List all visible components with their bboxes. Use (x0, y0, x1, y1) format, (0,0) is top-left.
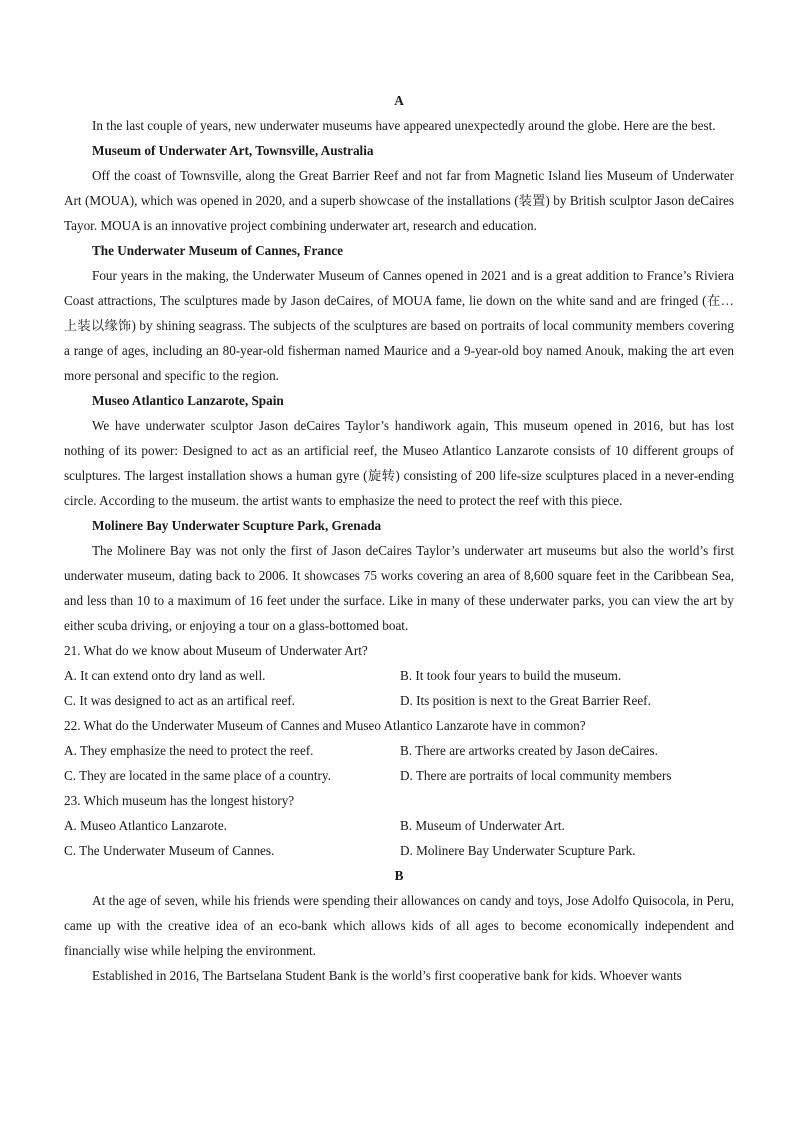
question-23 (64, 788, 734, 863)
museum-paragraph-2: Four years in the making, the Underwater Museum of Cannes opened in 2021 and is a great addition to France’s Riviera Coast attractions, The sculptures made by Jason deCaires, of MOUA fame, lie down on the white sand and are fringed (在…上装以缘饰) by shining seagrass. The subjects of the sculptures are based on portraits of local community members covering a range of ages, including an 80-year-old fisherman named Maurice and a 9-year-old boy named Anouk, making the art even more personal and specific to the region. (64, 268, 734, 383)
option-d: D. Molinere Bay Underwater Scupture Park. (400, 843, 636, 858)
option-d: D. Its position is next to the Great Barrier Reef. (400, 693, 651, 708)
option-a: A. Museo Atlantico Lanzarote. (64, 818, 227, 833)
museum-paragraph-3: We have underwater sculptor Jason deCaires Taylor’s handiwork again, This museum opened in 2016, but has lost nothing of its power: Designed to act as an artificial reef, the Museo Atlantico Lanzarote consists of 10 different groups of sculptures. The largest installation shows a human gyre (旋转) consisting of 200 life-size sculptures placed in a never-ending circle. According to the museum. the artist wants to emphasize the need to protect the reef with this piece. (64, 418, 734, 508)
option-b: B. There are artworks created by Jason deCaires. (400, 743, 658, 758)
answer-options (64, 663, 734, 713)
question-22 (64, 713, 734, 788)
museum-paragraph-4: The Molinere Bay was not only the first of Jason deCaires Taylor’s underwater art museums but also the world’s first underwater museum, dating back to 2006. It showcases 75 works covering an area of 8,600 square feet in the Caribbean Sea, and less than 10 to a maximum of 16 feet under the surface. Like in many of these underwater parks, you can view the art by either scuba driving, or enjoying a tour on a glass-bottomed boat. (64, 543, 734, 633)
option-b: B. Museum of Underwater Art. (400, 818, 565, 833)
answer-options (64, 813, 734, 863)
section-a-intro: In the last couple of years, new underwater museums have appeared unexpectedly around the globe. Here are the best. (92, 118, 716, 133)
section-b-label: B (394, 868, 404, 883)
question-stem: 23. Which museum has the longest history? (64, 793, 295, 808)
option-b: B. It took four years to build the museum. (400, 668, 622, 683)
museum-heading-1: Museum of Underwater Art, Townsville, Australia (92, 143, 374, 158)
option-c: C. The Underwater Museum of Cannes. (64, 843, 275, 858)
section-b-paragraph-1: At the age of seven, while his friends were spending their allowances on candy and toys, Jose Adolfo Quisocola, in Peru, came up with the creative idea of an eco-bank which allows kids of all ages to become economically independent and financially wise while helping the environment. (64, 893, 734, 958)
option-c: C. It was designed to act as an artifical reef. (64, 693, 296, 708)
museum-paragraph-1: Off the coast of Townsville, along the Great Barrier Reef and not far from Magnetic Island lies Museum of Underwater Art (MOUA), which was opened in 2020, and a superb showcase of the installations (装置) by British sculptor Jason deCaires Tayor. MOUA is an innovative project combining underwater art, research and education. (64, 168, 734, 233)
museum-heading-4: Molinere Bay Underwater Scupture Park, Grenada (92, 518, 382, 533)
question-stem: 21. What do we know about Museum of Underwater Art? (64, 643, 368, 658)
option-a: A. It can extend onto dry land as well. (64, 668, 266, 683)
section-b-paragraph-2: Established in 2016, The Bartselana Student Bank is the world’s first cooperative bank for kids. Whoever wants (92, 968, 682, 983)
answer-options (64, 738, 734, 788)
document-page (64, 88, 734, 988)
option-a: A. They emphasize the need to protect the reef. (64, 743, 314, 758)
section-a-label: A (394, 93, 404, 108)
option-d: D. There are portraits of local community members (400, 768, 672, 783)
museum-heading-2: The Underwater Museum of Cannes, France (92, 243, 344, 258)
museum-heading-3: Museo Atlantico Lanzarote, Spain (92, 393, 284, 408)
option-c: C. They are located in the same place of a country. (64, 768, 331, 783)
question-21 (64, 638, 734, 713)
question-stem: 22. What do the Underwater Museum of Cannes and Museo Atlantico Lanzarote have in common? (64, 718, 586, 733)
